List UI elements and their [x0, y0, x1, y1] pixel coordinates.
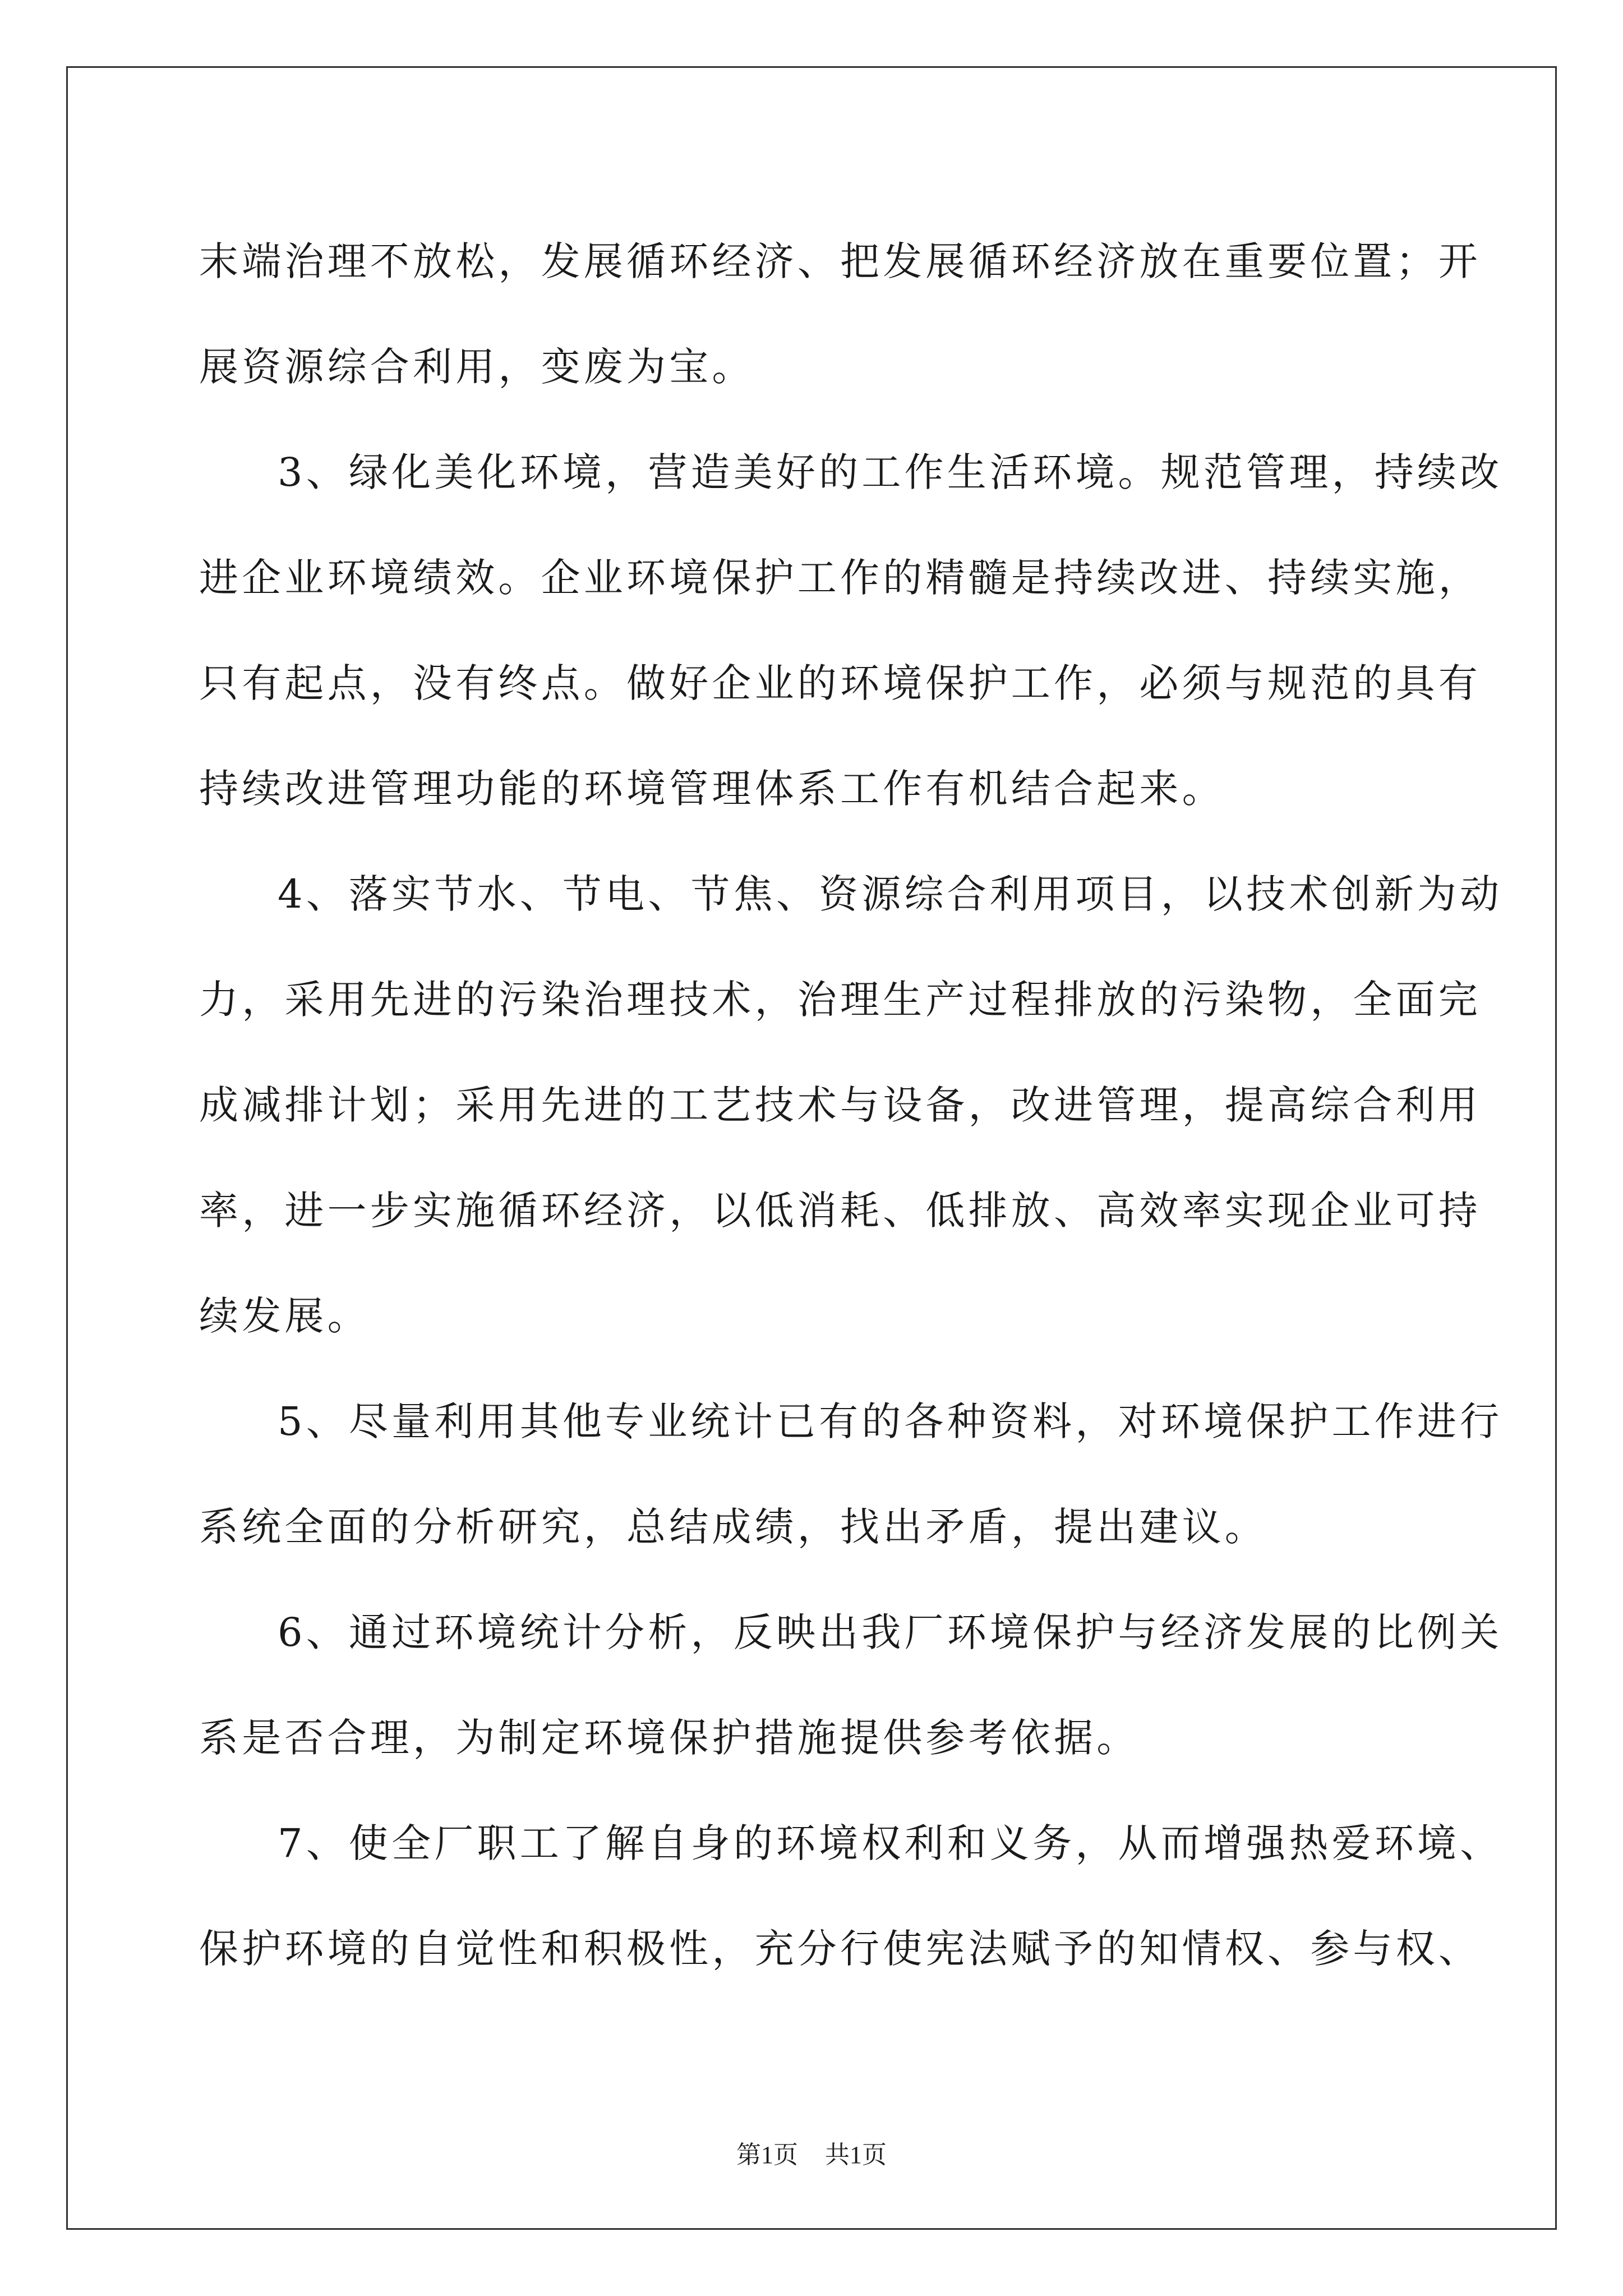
text-line: 5、尽量利用其他专业统计已有的各种资料，对环境保护工作进行	[278, 1398, 1503, 1444]
page-total: 共1页	[825, 2141, 887, 2169]
text-line: 3、绿化美化环境，营造美好的工作生活环境。规范管理，持续改	[278, 449, 1503, 495]
text-line: 展资源综合利用，变废为宝。	[199, 344, 755, 390]
document-body	[199, 209, 1503, 2001]
text-line: 保护环境的自觉性和积极性，充分行使宪法赋予的知情权、参与权、	[199, 1926, 1481, 1972]
text-line: 7、使全厂职工了解自身的环境权利和义务，从而增强热爱环境、	[278, 1820, 1503, 1866]
page-footer	[0, 2134, 1623, 2170]
text-line: 只有起点，没有终点。做好企业的环境保护工作，必须与规范的具有	[199, 660, 1481, 706]
text-line: 成减排计划；采用先进的工艺技术与设备，改进管理，提高综合利用	[199, 1082, 1481, 1128]
text-line: 持续改进管理功能的环境管理体系工作有机结合起来。	[199, 766, 1225, 812]
text-line: 系是否合理，为制定环境保护措施提供参考依据。	[199, 1715, 1140, 1761]
text-line: 6、通过环境统计分析，反映出我厂环境保护与经济发展的比例关	[278, 1609, 1503, 1655]
text-line: 率，进一步实施循环经济，以低消耗、低排放、高效率实现企业可持	[199, 1188, 1481, 1234]
text-line: 力，采用先进的污染治理技术，治理生产过程排放的污染物，全面完	[199, 977, 1481, 1023]
text-line: 进企业环境绩效。企业环境保护工作的精髓是持续改进、持续实施，	[199, 555, 1481, 601]
text-line: 末端治理不放松，发展循环经济、把发展循环经济放在重要位置；开	[199, 238, 1481, 284]
text-line: 续发展。	[199, 1293, 370, 1339]
text-line: 系统全面的分析研究，总结成绩，找出矛盾，提出建议。	[199, 1504, 1267, 1550]
page-number: 第1页	[736, 2141, 798, 2169]
text-line: 4、落实节水、节电、节焦、资源综合利用项目，以技术创新为动	[278, 871, 1503, 917]
